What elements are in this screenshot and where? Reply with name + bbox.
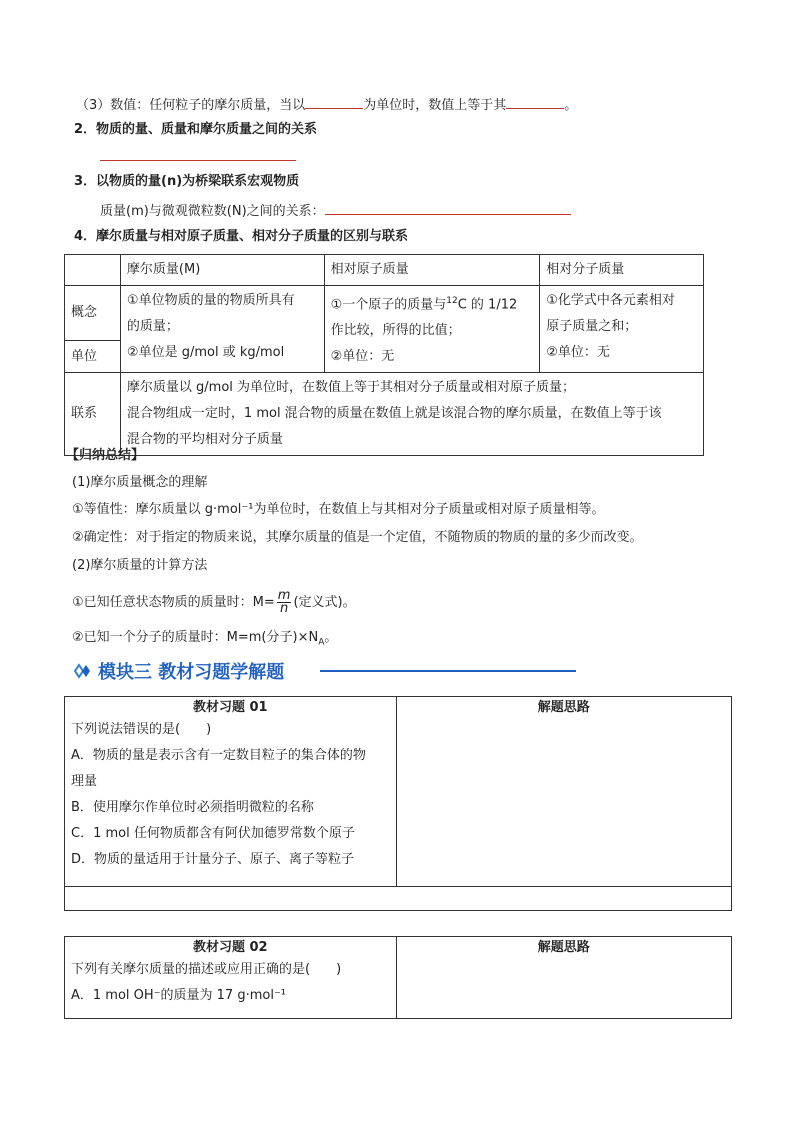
exercise-01-stem: 下列说法错误的是( )	[71, 722, 212, 737]
summary-p1b: ②确定性：对于指定的物质来说，其摩尔质量的值是一个定值，不随物质的物质的量的多少而改变。	[72, 530, 643, 545]
mm-concept-1: ①单位物质的量的物质所具有	[126, 293, 295, 308]
comparison-table	[64, 254, 704, 456]
exercise-01-solution[interactable]	[396, 697, 731, 887]
row-label-unit: 单位	[65, 340, 121, 373]
header-molar-mass: 摩尔质量(M)	[120, 255, 324, 286]
blank-relation[interactable]	[325, 200, 571, 215]
summary-p1a: ①等值性：摩尔质量以 g·mol⁻¹为单位时，在数值上与其相对分子质量或相对原子质量相等。	[72, 502, 605, 517]
mass-relation-label: 质量(m)与微观微粒数(N)之间的关系：	[100, 204, 325, 219]
heading-2: 2．物质的量、质量和摩尔质量之间的关系	[74, 122, 318, 137]
rm-unit: ②单位：无	[546, 345, 610, 360]
ra-concept-1	[331, 288, 534, 318]
module-header	[74, 658, 284, 684]
heading-3-line	[100, 200, 571, 222]
mm-concept-2: 的质量；	[126, 319, 179, 334]
fraction-numerator: m	[277, 588, 291, 603]
cell-molar-mass	[120, 286, 324, 373]
summary-p1: (1)摩尔质量概念的理解	[72, 475, 208, 490]
exercise-01-option-d: D．物质的量适用于计量分子、原子、离子等粒子	[71, 852, 355, 867]
exercise-02-option-a: A．1 mol OH⁻的质量为 17 g·mol⁻¹	[71, 988, 287, 1003]
rm-concept-1: ①化学式中各元素相对	[546, 293, 675, 308]
rm-concept-2: 原子质量之和；	[546, 319, 638, 334]
table-corner	[65, 255, 121, 286]
summary-p2: (2)摩尔质量的计算方法	[72, 558, 208, 573]
ra-superscript: 12	[446, 296, 458, 306]
exercise-02-solution[interactable]	[396, 937, 731, 1019]
ra-concept-2: 作比较，所得的比值；	[330, 323, 461, 339]
fraction-denominator: n	[279, 601, 289, 616]
answer-line-2[interactable]	[100, 160, 296, 161]
exercise-01-option-a2: 理量	[71, 774, 98, 789]
double-diamond-icon	[74, 663, 90, 679]
link-line-1: 摩尔质量以 g/mol 为单位时，在数值上等于其相对分子质量或相对原子质量；	[126, 380, 576, 396]
link-line-2: 混合物组成一定时，1 mol 混合物的质量在数值上就是该混合物的摩尔质量，在数值上等于该	[126, 406, 662, 422]
exercise-02-solution-title: 解题思路	[537, 940, 590, 955]
row-label-link: 联系	[65, 373, 121, 456]
exercise-01-option-a1: A．物质的量是表示含有一定数目粒子的集合体的物	[71, 748, 366, 763]
link-line-3: 混合物的平均相对分子质量	[126, 432, 283, 448]
blank-value[interactable]	[506, 94, 564, 109]
exercise-01-answer-row[interactable]	[65, 887, 732, 911]
cell-link	[120, 373, 703, 456]
row-label-concept: 概念	[65, 286, 121, 341]
ra-text-a: ①一个原子的质量与	[330, 297, 447, 313]
exercise-01-solution-title: 解题思路	[537, 700, 590, 715]
summary-p2b	[72, 628, 337, 653]
exercise-02-stem: 下列有关摩尔质量的描述或应用正确的是( )	[71, 962, 342, 977]
formula-2-end: 。	[324, 630, 338, 645]
sec3-middle: 为单位时，数值上等于其	[363, 98, 507, 113]
header-relative-molecular-mass: 相对分子质量	[540, 255, 704, 286]
exercise-02-question	[65, 937, 397, 1019]
exercise-01-question	[65, 697, 397, 887]
exercise-01-option-c: C．1 mol 任何物质都含有阿伏加德罗常数个原子	[71, 826, 355, 841]
module-rule	[320, 670, 576, 672]
ra-unit: ②单位：无	[330, 349, 395, 365]
cell-relative-atomic-mass	[324, 286, 540, 373]
blank-unit[interactable]	[305, 94, 363, 109]
sec3-line	[76, 94, 577, 116]
formula-prefix: ①已知任意状态物质的质量时：M=	[72, 595, 275, 610]
exercise-01-option-b: B．使用摩尔作单位时必须指明微粒的名称	[71, 800, 314, 815]
ra-text-c: C 的 1/12	[457, 297, 518, 313]
heading-3: 3．以物质的量(n)为桥梁联系宏观物质	[74, 174, 300, 189]
heading-4: 4．摩尔质量与相对原子质量、相对分子质量的区别与联系	[74, 229, 409, 244]
exercise-02-table	[64, 936, 732, 1019]
formula-suffix: (定义式)。	[293, 595, 356, 610]
exercise-01-table	[64, 696, 732, 911]
fraction-m-over-n	[277, 590, 292, 615]
sec3-prefix: （3）数值：任何粒子的摩尔质量，当以	[76, 98, 306, 113]
sec3-suffix: 。	[564, 98, 578, 113]
module-title: 模块三 教材习题学解题	[98, 662, 285, 683]
exercise-02-title: 教材习题 02	[192, 940, 268, 955]
mm-unit: ②单位是 g/mol 或 kg/mol	[126, 345, 285, 360]
formula-2-subscript: A	[318, 637, 325, 648]
formula-2: ②已知一个分子的质量时：M=m(分子)×N	[72, 630, 319, 645]
summary-title: 【归纳总结】	[66, 448, 145, 463]
summary-p2a	[72, 590, 356, 616]
header-relative-atomic-mass: 相对原子质量	[324, 255, 540, 286]
cell-relative-molecular-mass	[540, 286, 704, 373]
exercise-01-title: 教材习题 01	[192, 700, 268, 715]
